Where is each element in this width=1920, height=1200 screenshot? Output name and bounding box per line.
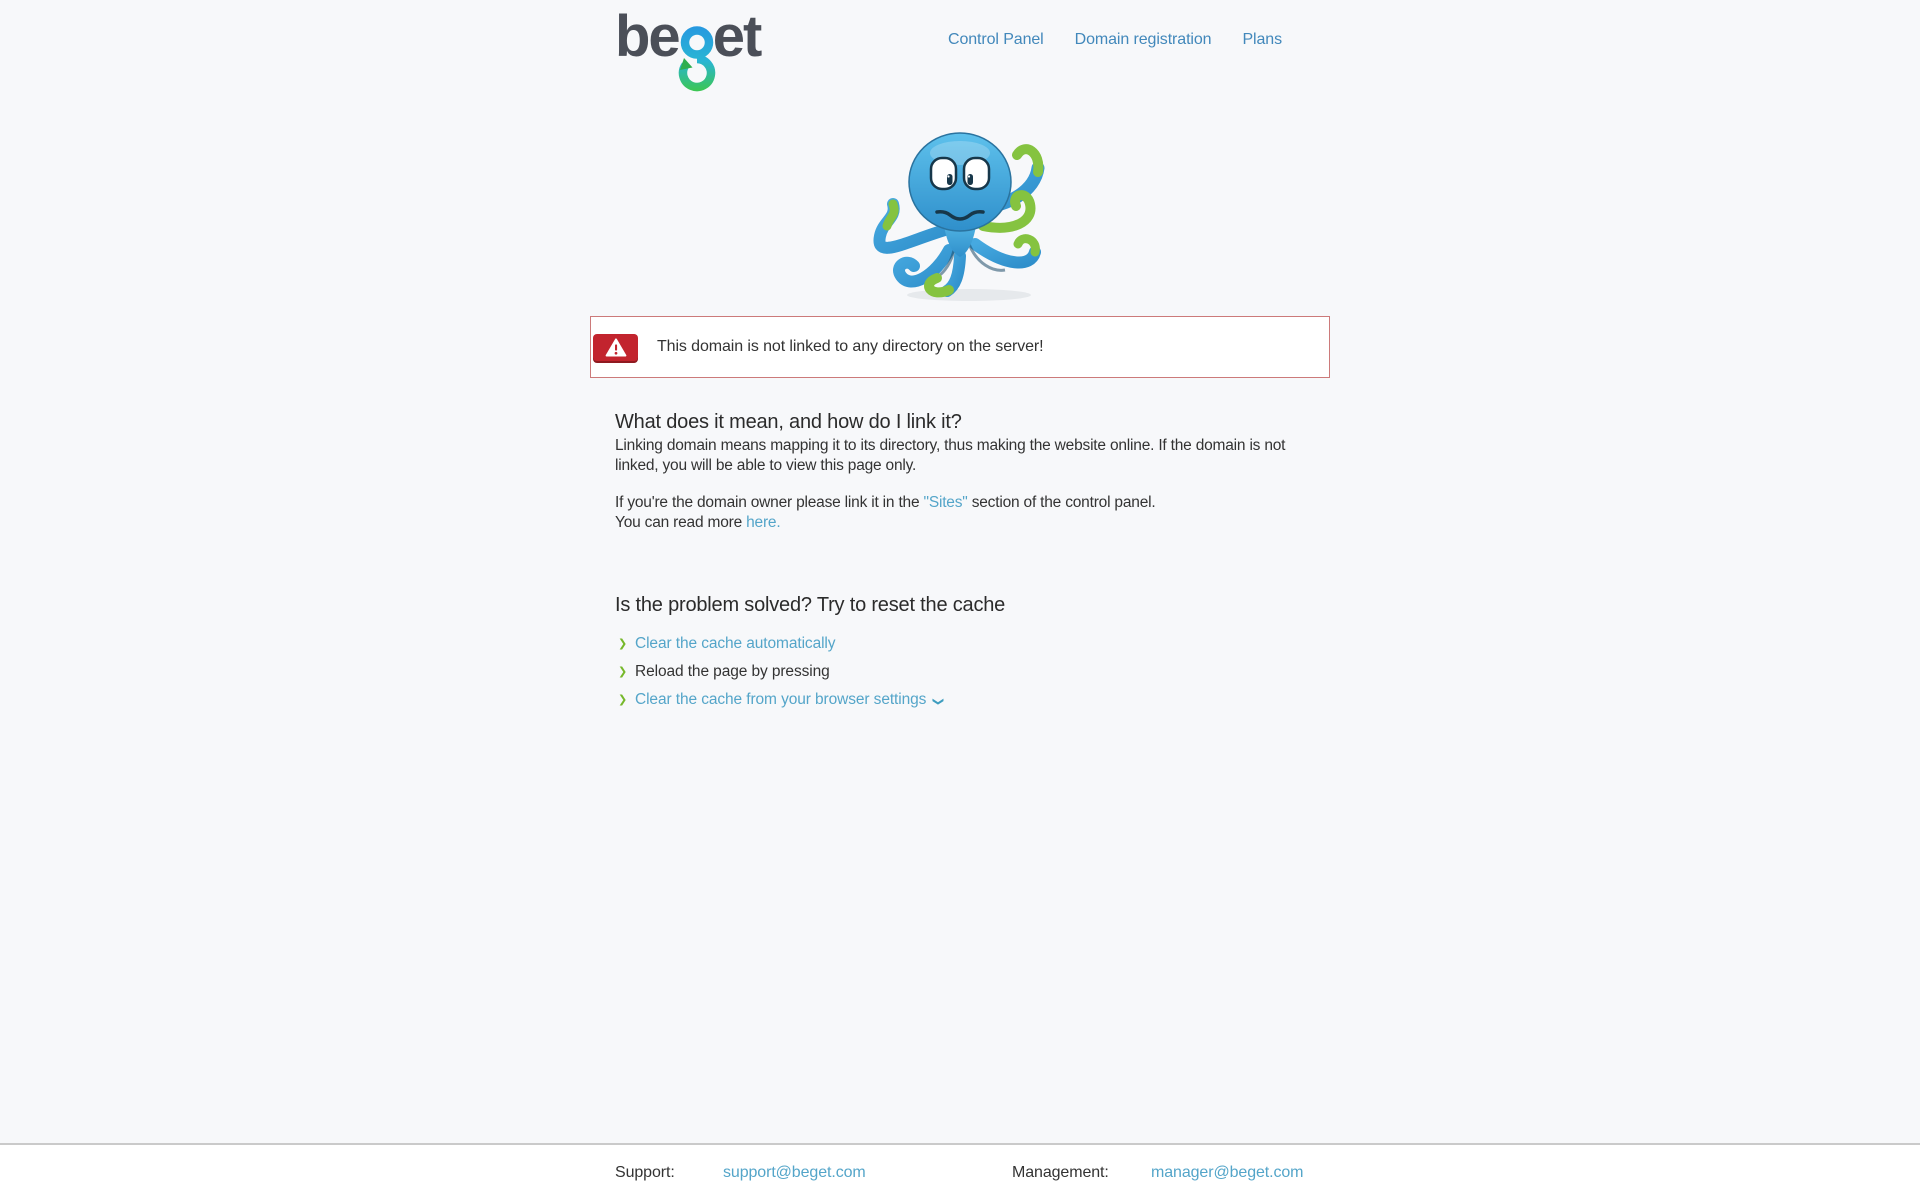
footer xyxy=(0,1143,1920,1200)
sites-link[interactable]: "Sites" xyxy=(923,494,968,511)
beget-logo[interactable] xyxy=(615,4,761,96)
chevron-right-icon: ❯ xyxy=(618,693,628,706)
owner-text: If you're the domain owner please link it in the xyxy=(615,494,924,511)
chevron-right-icon: ❯ xyxy=(618,665,628,678)
owner-text-after: section of the control panel. xyxy=(967,494,1156,511)
reload-page-text: Reload the page by pressing xyxy=(635,663,830,680)
link-info-paragraph: Linking domain means mapping it to its directory, thus making the website online. If the domain is not linked, you will be able to view this page only. xyxy=(615,437,1286,474)
management-label: Management: xyxy=(1012,1163,1109,1181)
support-label: Support: xyxy=(615,1163,675,1181)
read-more-link[interactable]: here. xyxy=(746,514,781,531)
cache-heading: Is the problem solved? Try to reset the cache xyxy=(615,594,1006,616)
nav-domain-registration[interactable]: Domain registration xyxy=(1074,31,1212,48)
link-owner-paragraph xyxy=(615,493,1291,533)
logo-g-icon xyxy=(678,26,716,96)
list-item-clear-browser xyxy=(618,686,1330,714)
warning-triangle-icon xyxy=(605,338,627,357)
read-more-text: You can read more xyxy=(615,514,747,531)
header-nav xyxy=(948,31,1282,49)
octopus-illustration xyxy=(857,120,1063,302)
support-email-link[interactable]: support@beget.com xyxy=(723,1163,866,1181)
warning-badge xyxy=(593,334,638,361)
octopus-mascot xyxy=(0,120,1920,302)
header xyxy=(0,0,1920,96)
list-item-clear-auto xyxy=(618,630,1330,658)
clear-cache-browser-link[interactable] xyxy=(635,691,945,709)
logo-text-et: et xyxy=(712,4,761,69)
clear-cache-auto-link[interactable]: Clear the cache automatically xyxy=(635,635,836,652)
clear-cache-browser-label: Clear the cache from your browser settings xyxy=(635,691,927,708)
main-content xyxy=(0,96,1920,1143)
chevron-down-icon: ❯ xyxy=(932,696,945,707)
link-info-heading: What does it mean, and how do I link it? xyxy=(615,411,962,433)
nav-plans[interactable]: Plans xyxy=(1242,31,1282,48)
chevron-right-icon: ❯ xyxy=(618,637,628,650)
logo-text-be: be xyxy=(615,4,679,69)
nav-control-panel[interactable]: Control Panel xyxy=(947,31,1044,48)
list-item-reload xyxy=(618,658,1330,686)
error-alert xyxy=(590,316,1330,378)
management-email-link[interactable]: manager@beget.com xyxy=(1151,1163,1304,1181)
cache-options-list xyxy=(618,630,1330,714)
error-message: This domain is not linked to any directory on the server! xyxy=(657,338,1044,355)
